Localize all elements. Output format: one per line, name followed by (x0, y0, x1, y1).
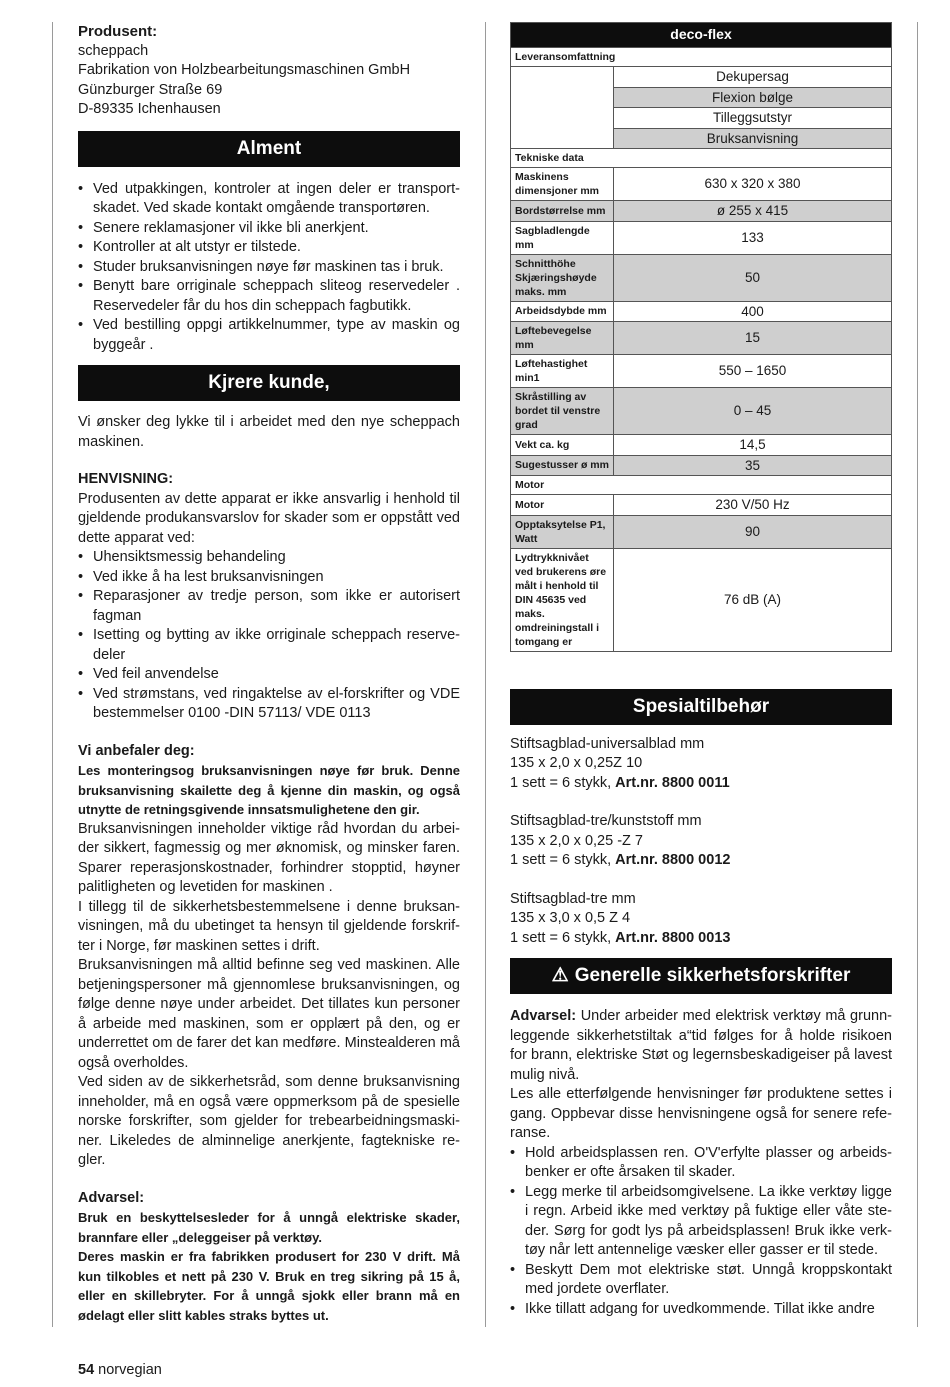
accessory-line: Stiftsagblad-tre/kunststoff mm (510, 813, 702, 829)
list-item: • Beskytt Dem mot elektriske støt. Unngå kroppskontakt med jordete overflater. (510, 1261, 892, 1300)
row-value: 550 – 1650 (614, 355, 892, 388)
left-margin-rule (52, 22, 53, 1327)
list-item: • Kontroller at alt utstyr er tilstede. (78, 238, 460, 258)
alment-list (78, 180, 460, 356)
row-label: Arbeidsdybde mm (511, 301, 614, 322)
henvisning-label: HENVISNING: (78, 471, 174, 487)
row-label: Lydtrykknivået ved brukerens øre målt i henhold til DIN 45635 ved maks. omdreiningstall i tomgang er (511, 548, 614, 651)
accessory-line: 135 x 2,0 x 0,25 -Z 7 (510, 832, 643, 849)
row-label: Skråstilling av bordet til venstre grad (511, 388, 614, 435)
row-value: 76 dB (A) (614, 548, 892, 651)
table-row (511, 48, 892, 67)
table-row (511, 254, 892, 301)
leveranse-label: Leveransomfattning (511, 48, 892, 67)
sikkerhet-heading (510, 958, 892, 994)
producer-line: D-89335 Ichenhausen (78, 101, 221, 117)
list-item: • Ikke tillatt adgang for uvedkommende. Tillat ikke andre (510, 1300, 892, 1320)
table-header-row (511, 23, 892, 48)
row-value: 90 (614, 515, 892, 548)
column-divider (485, 22, 486, 1327)
leveranse-item: Dekupersag (614, 67, 892, 88)
list-item: • Reparasjoner av tredje person, som ikke er autorisert fagman (78, 587, 460, 626)
accessory-block (510, 812, 892, 871)
accessory-line (510, 774, 892, 794)
table-row (511, 67, 892, 88)
row-value: ø 255 x 415 (614, 201, 892, 222)
producer-label: Produsent: (78, 23, 158, 40)
accessory-line: Stiftsagblad-universalblad mm (510, 735, 705, 752)
advarsel-text: Under arbeider med elektrisk verktøy må grunnleggende sikkerhetstiltak a“tid følges for å holde risikoen for brann, elektriske Støt og legernsbeskadigeiser på lavest mulig nivå. (510, 1008, 892, 1083)
list-item: • Ved ikke å ha lest bruksanvisningen (78, 568, 460, 588)
table-row (511, 201, 892, 222)
accessory-line: Stiftsagblad-tre mm (510, 890, 636, 907)
row-label: Sagbladlengde mm (511, 221, 614, 254)
list-item: • Ved strømstans, ved ringaktelse av el-forskrifter og VDE bestemmelser 0100 -DIN 57113/ VDE 0113 (78, 685, 460, 724)
list-item: • Uhensiktsmessig behandeling (78, 548, 460, 568)
list-item: • Isetting og bytting av ikke orriginale scheppach reservedeler (78, 626, 460, 665)
accessory-line (510, 851, 892, 871)
spesial-heading: Spesialtilbehør (510, 689, 892, 725)
anbefaler-label: Vi anbefaler deg: (78, 742, 195, 759)
henvisning-intro: Produsenten av dette apparat er ikke ansvarlig i henhold til gjeldende produkansvarslov for skader som er oppstått ved dette apparat ved: (78, 490, 460, 546)
alment-heading: Alment (78, 131, 460, 167)
producer-line: Günzburger Straße 69 (78, 81, 223, 98)
table-row (511, 548, 892, 651)
advarsel-label: Advarsel: (510, 1008, 577, 1024)
row-label: Løftehastighet min1 (511, 355, 614, 388)
row-label: Vekt ca. kg (511, 435, 614, 456)
row-value: 630 x 320 x 380 (614, 168, 892, 201)
article-number: Art.nr. 8800 0013 (615, 929, 731, 946)
row-value: 15 (614, 322, 892, 355)
list-item: • Hold arbeidsplassen ren. O'V'erfylte plasser og arbeidsbenker er ofte årsaken til skader. (510, 1144, 892, 1183)
sikkerhet-list (510, 1144, 892, 1320)
page-footer (78, 1362, 162, 1378)
leveranse-item: Bruksanvisning (614, 128, 892, 149)
accessory-set: 1 sett = 6 stykk, (510, 929, 616, 946)
anbefaler-paragraph: Bruksanvisningen inneholder viktige råd hvordan du arbeider sikkert, fagmessig og mer øknomisk, og minsker faren. Sparer reperasjonskostnader, forhindrer stopptid, høyner palitligheten og levetiden for maskinen . (78, 820, 460, 895)
henvisning-list (78, 548, 460, 724)
advarsel-paragraph (510, 1007, 892, 1085)
table-row (511, 168, 892, 201)
motor-section-label: Motor (511, 476, 892, 495)
row-value: 133 (614, 221, 892, 254)
kunde-heading: Kjrere kunde, (78, 365, 460, 401)
table-row (511, 388, 892, 435)
row-label: Bordstørrelse mm (511, 201, 614, 222)
kunde-text: Vi ønsker deg lykke til i arbeidet med den nye scheppach maskinen. (78, 414, 460, 450)
empty-cell (511, 67, 614, 149)
les-paragraph: Les alle etterfølgende henvisninger før produktene settes i gang. Oppbevar disse henvisningene også for senere referanse. (510, 1086, 892, 1141)
table-row (511, 495, 892, 516)
table-row (511, 515, 892, 548)
table-row (511, 221, 892, 254)
warning-icon: ⚠ (551, 965, 569, 986)
advarsel-bold-text: Deres maskin er fra fabrikken produsert for 230 V drift. Må kun tilkobles et nett på 230 V. Bruk en treg sikring på 15 å, eller en skillebryter. For å unngå sjokk eller brann må en ødelagt eller slitt kables straks byttes ut. (78, 1249, 460, 1323)
table-row (511, 322, 892, 355)
row-label: Motor (511, 495, 614, 516)
anbefaler-paragraph: Ved siden av de sikkerhetsråd, som denne bruksanvisning inneholder, må en også være oppmerksom på de spesielle norske forskrifter, som gjelder for trebearbeidningsmaskiner. Likeledes de alminnelige anerkjente, fagtekniske regler. (78, 1074, 460, 1168)
row-label: Maskinens dimensjoner mm (511, 168, 614, 201)
page-number: 54 (78, 1362, 95, 1378)
table-row (511, 476, 892, 495)
list-item: • Legg merke til arbeidsomgivelsene. La ikke verktøy ligge i regn. Arbeid ikke med verktøy på fuktige eller våte steder. Sørg for godt lys på arbeidsplassen! Bruk ikke verktøy når lett antennelige væsker eller gasser er til stede. (510, 1183, 892, 1261)
producer-line: Fabrikation von Holzbearbeitungsmaschinen GmbH (78, 62, 411, 78)
producer-line: scheppach (78, 42, 149, 59)
row-label: Schnitthöhe Skjæringshøyde maks. mm (511, 254, 614, 301)
row-value: 400 (614, 301, 892, 322)
anbefaler-bold-text: Les monteringsog bruksanvisningen nøye før bruk. Denne bruksanvisning skailette deg å kjenne din maskin, og også utnytte de retningsgivende innsatsmulighetene den gir. (78, 763, 460, 817)
model-name: deco-flex (511, 23, 892, 48)
table-row (511, 149, 892, 168)
accessory-block (510, 735, 892, 794)
table-row (511, 355, 892, 388)
advarsel-label: Advarsel: (78, 1189, 145, 1206)
list-item: • Ved bestilling oppgi artikkelnummer, type av maskin og byggeår . (78, 316, 460, 355)
table-row (511, 435, 892, 456)
anbefaler-paragraph: I tillegg til de sikkerhetsbestemmelsene i denne bruksanvisningen, må du ubetinget ta hensyn til gjeldende forskrifter i Norge, før maskinen settes i drift. (78, 898, 460, 954)
row-label: Opptaksytelse P1, Watt (511, 515, 614, 548)
article-number: Art.nr. 8800 0011 (615, 774, 730, 791)
left-column (78, 22, 460, 1325)
list-item: • Ved feil anvendelse (78, 665, 460, 685)
row-value: 50 (614, 254, 892, 301)
spec-table (510, 22, 892, 652)
list-item: • Benytt bare orriginale scheppach sliteog reservedeler . Reservedeler får du hos din scheppach fagbutikk. (78, 277, 460, 316)
accessory-line: 135 x 3,0 x 0,5 Z 4 (510, 910, 631, 926)
row-value: 35 (614, 455, 892, 476)
table-row (511, 455, 892, 476)
accessory-line: 135 x 2,0 x 0,25Z 10 (510, 755, 643, 771)
right-column (510, 22, 892, 1319)
row-label: Løftebevegelse mm (511, 322, 614, 355)
row-value: 230 V/50 Hz (614, 495, 892, 516)
row-label: Sugestusser ø mm (511, 455, 614, 476)
list-item: • Studer bruksanvisningen nøye før maskinen tas i bruk. (78, 258, 460, 278)
footer-language: norvegian (98, 1362, 162, 1378)
list-item: • Senere reklamasjoner vil ikke bli anerkjent. (78, 219, 460, 239)
accessory-set: 1 sett = 6 stykk, (510, 852, 616, 868)
accessory-set: 1 sett = 6 stykk, (510, 774, 616, 791)
accessory-block (510, 890, 892, 949)
list-item: • Ved utpakkingen, kontroler at ingen deler er transportskadet. Ved skade kontakt omgående transportøren. (78, 180, 460, 219)
leveranse-item: Tilleggsutstyr (614, 108, 892, 129)
anbefaler-paragraph: Bruksanvisningen må alltid befinne seg ved maskinen. Alle betjeningspersoner må gjennomlese bruksanvisningen, og følge denne nøye under arbeidet. Det tillates kun personer å arbeide med maskinen, som er opplært på den, og er underrettet om de farer det kan medføre. Minstealderen må også overholdes. (78, 957, 460, 1071)
row-value: 0 – 45 (614, 388, 892, 435)
tekniske-label: Tekniske data (511, 149, 892, 168)
advarsel-bold-text: Bruk en beskyttelsesleder for å unngå elektriske skader, brannfare eller „deleggeiser på verktøy. (78, 1210, 460, 1245)
article-number: Art.nr. 8800 0012 (615, 852, 731, 868)
leveranse-item: Flexion bølge (614, 87, 892, 108)
table-row (511, 301, 892, 322)
row-value: 14,5 (614, 435, 892, 456)
sikkerhet-title: Generelle sikkerhetsforskrifter (574, 965, 851, 986)
right-margin-rule (917, 22, 918, 1327)
producer-address (78, 42, 460, 120)
accessory-line (510, 929, 892, 949)
